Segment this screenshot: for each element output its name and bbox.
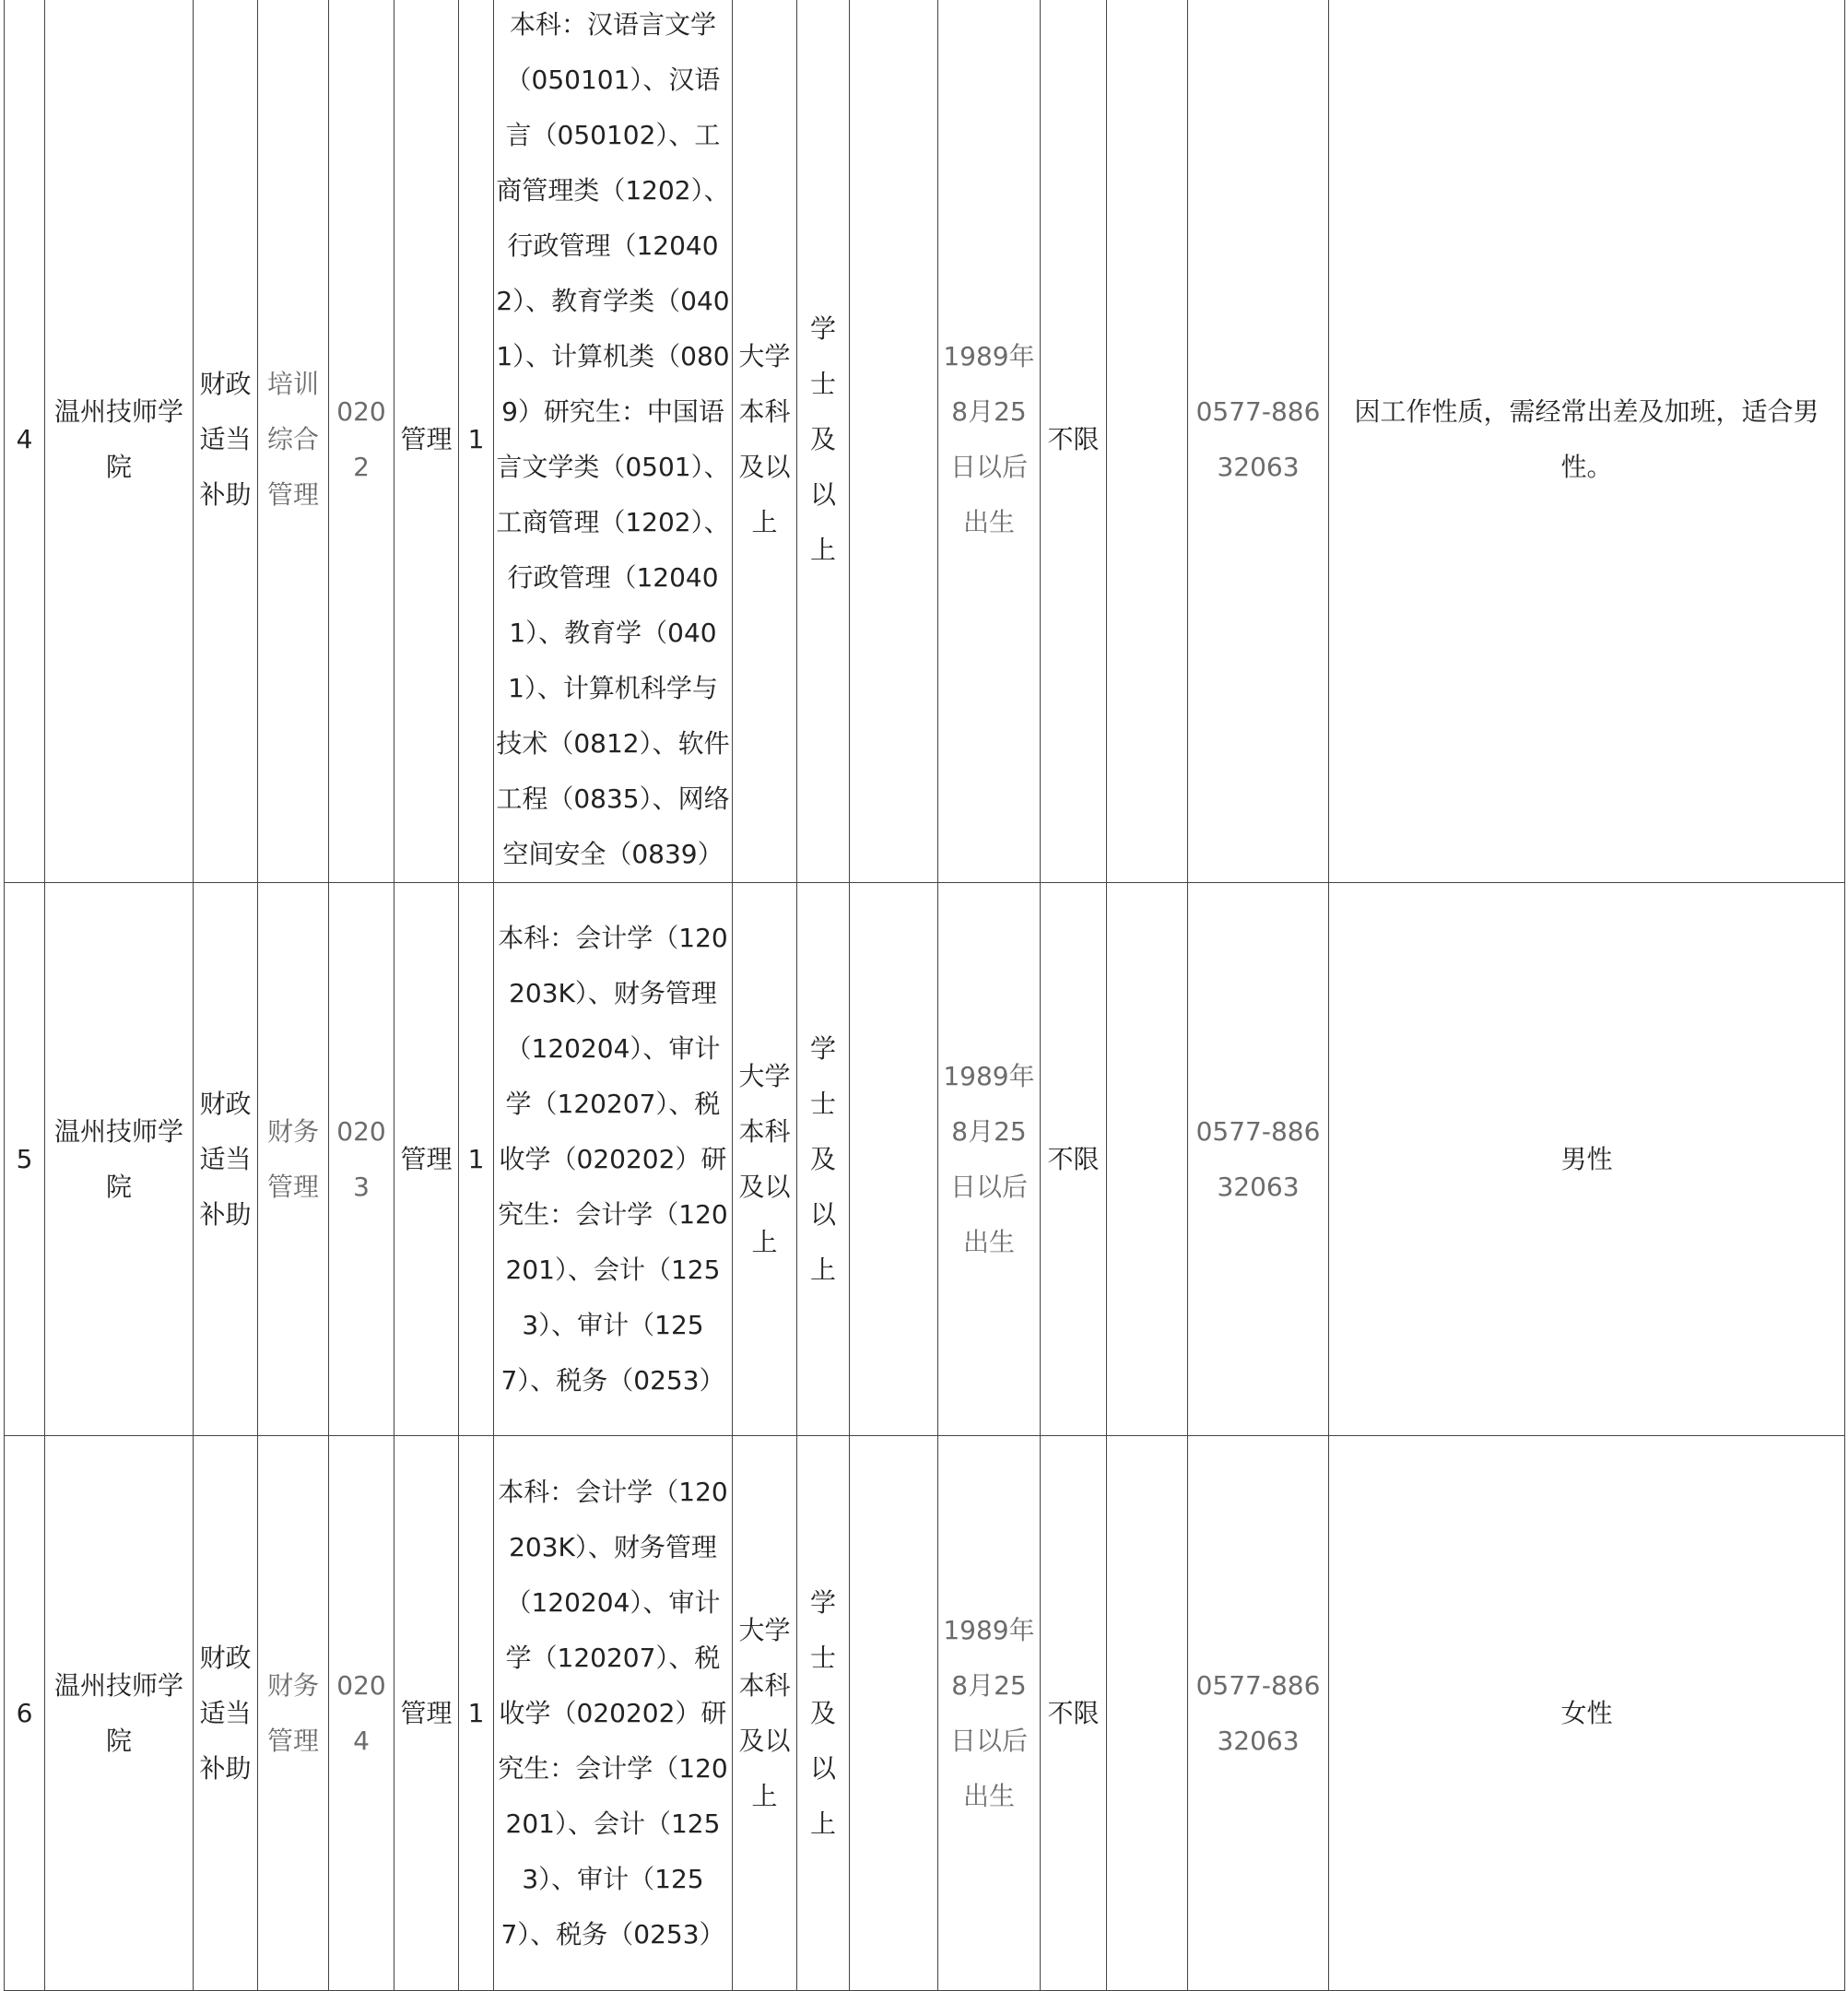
category-cell: 管理 [394, 0, 459, 883]
household-cell: 不限 [1041, 0, 1107, 883]
table-row [5, 1436, 1845, 1991]
remark-cell: 女性 [1329, 1436, 1845, 1991]
age-cell: 1989年8月25日以后出生 [938, 0, 1041, 883]
count-cell: 1 [459, 0, 494, 883]
age-cell: 1989年8月25日以后出生 [938, 1436, 1041, 1991]
phone-cell: 0577-88632063 [1188, 0, 1329, 883]
code-cell: 0204 [329, 1436, 394, 1991]
position-cell: 财务管理 [258, 883, 329, 1436]
degree-cell: 学士及以上 [797, 1436, 850, 1991]
row-index: 4 [5, 0, 45, 883]
position-cell: 财务管理 [258, 1436, 329, 1991]
code-cell: 0203 [329, 883, 394, 1436]
funding-cell: 财政适当补助 [194, 883, 258, 1436]
major-cell: 本科：会计学（120203K）、财务管理（120204）、审计学（120207）、税收学（020202）研究生：会计学（120201）、会计（1253）、审计（1257）、税务（0253） [494, 1436, 733, 1991]
blank-cell [850, 0, 938, 883]
major-cell: 本科：汉语言文学（050101）、汉语言（050102）、工商管理类（1202）、行政管理（120402）、教育学类（0401）、计算机类（0809）研究生：中国语言文学类（0501）、工商管理（1202）、行政管理（120401）、教育学（0401）、计算机科学与技术（0812）、软件工程（0835）、网络空间安全（0839） [494, 0, 733, 883]
count-cell: 1 [459, 1436, 494, 1991]
blank-cell [1107, 1436, 1188, 1991]
code-cell: 0202 [329, 0, 394, 883]
employer-cell: 温州技师学院 [45, 883, 194, 1436]
count-cell: 1 [459, 883, 494, 1436]
phone-cell: 0577-88632063 [1188, 1436, 1329, 1991]
blank-cell [850, 883, 938, 1436]
blank-cell [850, 1436, 938, 1991]
employer-cell: 温州技师学院 [45, 0, 194, 883]
education-cell: 大学本科及以上 [733, 883, 797, 1436]
table-row [5, 883, 1845, 1436]
degree-cell: 学士及以上 [797, 883, 850, 1436]
household-cell: 不限 [1041, 1436, 1107, 1991]
blank-cell [1107, 0, 1188, 883]
age-cell: 1989年8月25日以后出生 [938, 883, 1041, 1436]
phone-cell: 0577-88632063 [1188, 883, 1329, 1436]
remark-cell: 因工作性质，需经常出差及加班，适合男性。 [1329, 0, 1845, 883]
table-row [5, 0, 1845, 883]
recruitment-table [4, 0, 1845, 1991]
education-cell: 大学本科及以上 [733, 1436, 797, 1991]
remark-cell: 男性 [1329, 883, 1845, 1436]
household-cell: 不限 [1041, 883, 1107, 1436]
blank-cell [1107, 883, 1188, 1436]
category-cell: 管理 [394, 1436, 459, 1991]
major-cell: 本科：会计学（120203K）、财务管理（120204）、审计学（120207）、税收学（020202）研究生：会计学（120201）、会计（1253）、审计（1257）、税务（0253） [494, 883, 733, 1436]
funding-cell: 财政适当补助 [194, 1436, 258, 1991]
row-index: 5 [5, 883, 45, 1436]
position-cell: 培训综合管理 [258, 0, 329, 883]
funding-cell: 财政适当补助 [194, 0, 258, 883]
category-cell: 管理 [394, 883, 459, 1436]
row-index: 6 [5, 1436, 45, 1991]
degree-cell: 学士及以上 [797, 0, 850, 883]
education-cell: 大学本科及以上 [733, 0, 797, 883]
employer-cell: 温州技师学院 [45, 1436, 194, 1991]
